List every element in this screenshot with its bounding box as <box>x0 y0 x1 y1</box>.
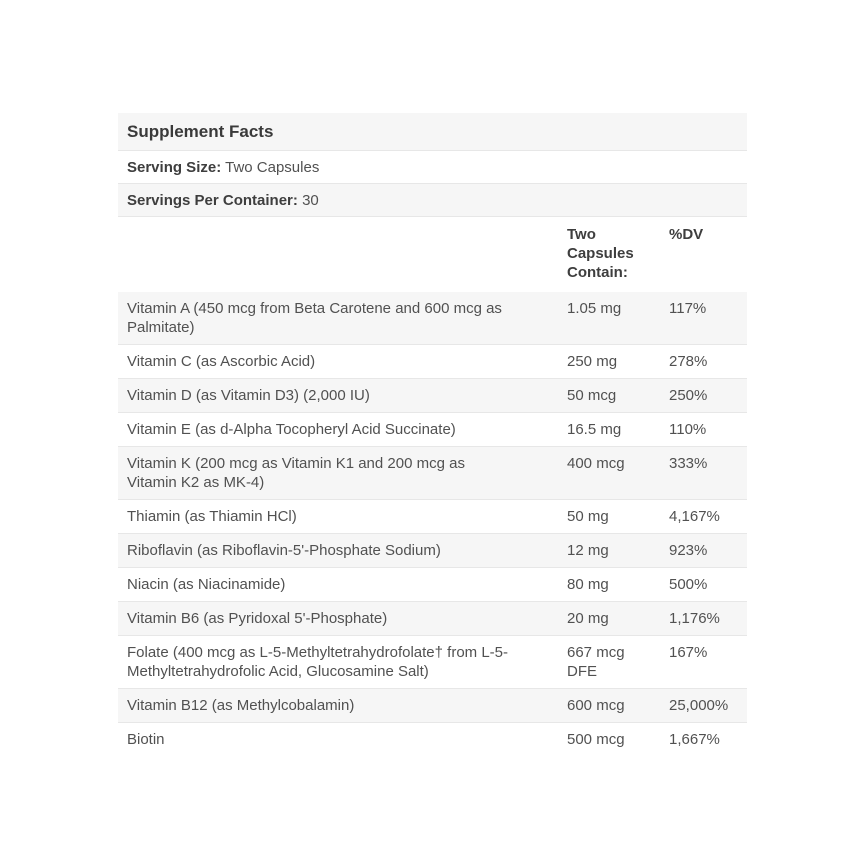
nutrient-name: Vitamin D (as Vitamin D3) (2,000 IU) <box>118 379 558 413</box>
nutrient-name: Vitamin C (as Ascorbic Acid) <box>118 345 558 379</box>
table-row <box>118 292 747 345</box>
table-row <box>118 568 747 602</box>
nutrient-amount: 50 mg <box>558 500 660 534</box>
nutrient-name: Riboflavin (as Riboflavin-5'-Phosphate Sodium) <box>118 534 558 568</box>
table-row <box>118 534 747 568</box>
nutrient-amount: 20 mg <box>558 602 660 636</box>
page-title: Supplement Facts <box>118 113 747 151</box>
table-row <box>118 447 747 500</box>
header-row <box>118 217 747 293</box>
nutrient-amount: 500 mcg <box>567 731 625 748</box>
nutrient-dv: 500% <box>660 568 747 602</box>
nutrient-amount: 250 mg <box>558 345 660 379</box>
nutrient-name: Vitamin B6 (as Pyridoxal 5'-Phosphate) <box>118 602 558 636</box>
nutrient-dv: 25,000% <box>660 689 747 723</box>
nutrient-amount: 80 mg <box>558 568 660 602</box>
serving-size-value: Two Capsules <box>225 159 320 176</box>
nutrient-amount: 12 mg <box>558 534 660 568</box>
table-row <box>118 379 747 413</box>
nutrient-amount: 667 mcg DFE <box>558 636 660 689</box>
nutrient-dv: 4,167% <box>660 500 747 534</box>
nutrient-dv: 1,176% <box>660 602 747 636</box>
nutrient-amount: 600 mcg <box>558 689 660 723</box>
nutrient-amount: 50 mcg <box>558 379 660 413</box>
nutrient-dv: 333% <box>660 447 747 500</box>
nutrient-amount: 16.5 mg <box>558 413 660 447</box>
nutrient-dv: 250% <box>660 379 747 413</box>
nutrient-name: Niacin (as Niacinamide) <box>118 568 558 602</box>
nutrient-name: Vitamin A (450 mcg from Beta Carotene and 600 mcg as Palmitate) <box>118 292 558 345</box>
dv-column-header: %DV <box>669 226 704 243</box>
nutrient-dv: 923% <box>660 534 747 568</box>
nutrient-rows <box>118 292 747 756</box>
serving-size-row <box>118 151 747 184</box>
nutrient-column-header <box>118 217 558 293</box>
table-row <box>118 413 747 447</box>
nutrient-dv: 117% <box>660 292 747 345</box>
nutrient-dv: 167% <box>660 636 747 689</box>
servings-per-container-value: 30 <box>302 192 319 209</box>
amount-column-header: Two Capsules Contain: <box>567 226 634 281</box>
table-row <box>118 689 747 723</box>
nutrient-name: Biotin <box>127 731 165 748</box>
table-row <box>118 723 747 757</box>
title-row <box>118 113 747 151</box>
table-row <box>118 602 747 636</box>
table-row <box>118 636 747 689</box>
supplement-facts-table <box>118 113 747 756</box>
nutrient-amount: 400 mcg <box>558 447 660 500</box>
nutrient-name: Vitamin E (as d-Alpha Tocopheryl Acid Succinate) <box>118 413 558 447</box>
nutrient-name: Vitamin K (200 mcg as Vitamin K1 and 200 mcg as Vitamin K2 as MK-4) <box>118 447 558 500</box>
nutrient-name: Folate (400 mcg as L-5-Methyltetrahydrofolate† from L-5-Methyltetrahydrofolic Acid, Glucosamine Salt) <box>118 636 558 689</box>
table-row <box>118 345 747 379</box>
nutrient-name: Vitamin B12 (as Methylcobalamin) <box>118 689 558 723</box>
nutrient-dv: 1,667% <box>669 731 720 748</box>
nutrient-dv: 278% <box>660 345 747 379</box>
servings-per-container-row <box>118 184 747 217</box>
nutrient-amount: 1.05 mg <box>558 292 660 345</box>
nutrient-name: Thiamin (as Thiamin HCl) <box>118 500 558 534</box>
nutrient-dv: 110% <box>660 413 747 447</box>
serving-size-label: Serving Size: <box>127 159 222 176</box>
servings-per-container-label: Servings Per Container: <box>127 192 298 209</box>
table-row <box>118 500 747 534</box>
